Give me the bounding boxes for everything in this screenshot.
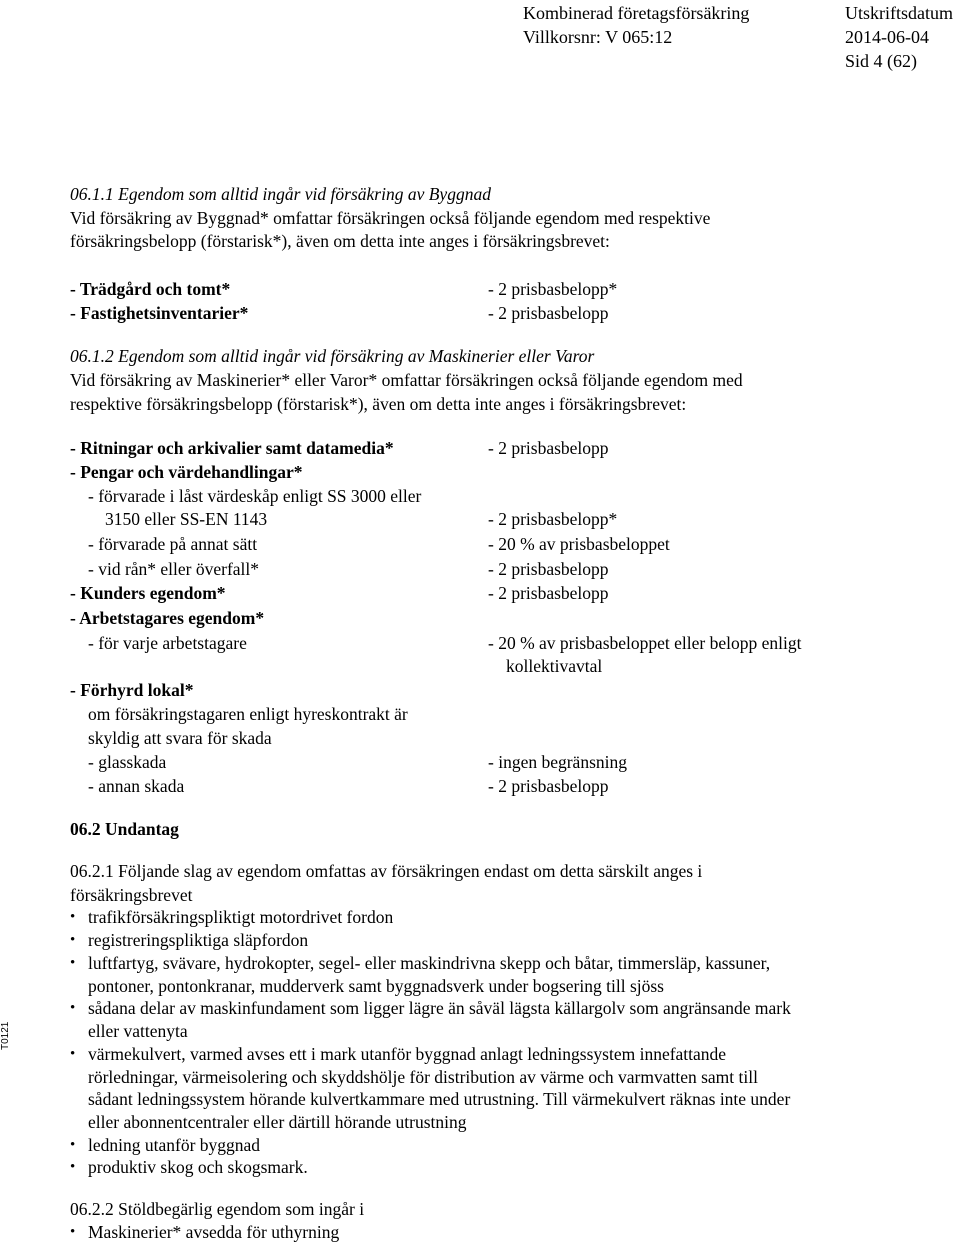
item-annat-satt-value: - 20 % av prisbasbeloppet — [488, 534, 670, 554]
section-0612-text-line: Vid försäkring av Maskinerier* eller Varor* omfattar försäkringen också följande egendom med — [70, 370, 743, 390]
item-arbetstagare-sub-value-cont: kollektivavtal — [506, 656, 603, 676]
item-annat-satt-label: - förvarade på annat sätt — [88, 534, 258, 554]
section-0621-intro-line: försäkringsbrevet — [70, 885, 193, 905]
item-arbetstagare-sub-value: - 20 % av prisbasbeloppet eller belopp enligt — [488, 633, 802, 653]
item-tradgard-value: - 2 prisbasbelopp* — [488, 279, 618, 299]
section-0621-intro-line: 06.2.1 Följande slag av egendom omfattas av försäkringen endast om detta särskilt anges i — [70, 861, 703, 881]
item-ritningar-value: - 2 prisbasbelopp — [488, 438, 609, 458]
item-forhyrd-text-line: om försäkringstagaren enligt hyreskontrakt är — [88, 704, 408, 724]
item-forhyrd-text-line: skyldig att svara för skada — [88, 728, 272, 748]
section-0612-text-line: respektive försäkringsbelopp (förstarisk*), även om detta inte anges i försäkringsbrevet: — [70, 394, 687, 414]
section-0611-text-line: Vid försäkring av Byggnad* omfattar försäkringen också följande egendom med respektive — [70, 208, 711, 228]
item-ran-value: - 2 prisbasbelopp — [488, 559, 609, 579]
header-print-date: 2014-06-04 — [845, 27, 929, 47]
item-kunders-label: - Kunders egendom* — [70, 583, 226, 603]
bullet-icon: • — [70, 1000, 76, 1016]
list-item: trafikförsäkringspliktigt motordrivet fordon — [88, 907, 394, 927]
list-item-cont: pontoner, pontonkranar, mudderverk samt byggnadsverk under bogsering till sjöss — [88, 976, 664, 996]
item-fastighetsinventarier-value: - 2 prisbasbelopp — [488, 303, 609, 323]
section-0611-text-line: försäkringsbelopp (förstarisk*), även om detta inte anges i försäkringsbrevet: — [70, 231, 610, 251]
list-item-cont: rörledningar, värmeisolering och skyddshölje för distribution av värme och varmvatten samt till — [88, 1067, 758, 1087]
bullet-icon: • — [70, 1046, 76, 1062]
list-item: produktiv skog och skogsmark. — [88, 1157, 308, 1177]
list-item: värmekulvert, varmed avses ett i mark utanför byggnad anlagt ledningssystem innefattande — [88, 1044, 727, 1064]
header-product: Kombinerad företagsförsäkring — [523, 3, 750, 23]
section-0611-heading: 06.1.1 Egendom som alltid ingår vid försäkring av Byggnad — [70, 184, 491, 204]
bullet-icon: • — [70, 1224, 76, 1240]
list-item: registreringspliktiga släpfordon — [88, 930, 309, 950]
bullet-icon: • — [70, 1137, 76, 1153]
item-forhyrd-label: - Förhyrd lokal* — [70, 680, 194, 700]
item-annan-skada-value: - 2 prisbasbelopp — [488, 776, 609, 796]
section-0612-heading: 06.1.2 Egendom som alltid ingår vid försäkring av Maskinerier eller Varor — [70, 346, 595, 366]
item-ran-label: - vid rån* eller överfall* — [88, 559, 260, 579]
header-terms: Villkorsnr: V 065:12 — [523, 27, 673, 47]
item-glasskada-label: - glasskada — [88, 752, 167, 772]
list-item-cont: sådant ledningssystem hörande kulvertkammare med utrustning. Till värmekulvert räknas inte under — [88, 1089, 791, 1109]
item-arbetstagare-sub-label: - för varje arbetstagare — [88, 633, 247, 653]
item-tradgard-label: - Trädgård och tomt* — [70, 279, 231, 299]
item-kunders-value: - 2 prisbasbelopp — [488, 583, 609, 603]
section-0622-intro: 06.2.2 Stöldbegärlig egendom som ingår i — [70, 1199, 365, 1219]
item-ritningar-label: - Ritningar och arkivalier samt datamedia* — [70, 438, 394, 458]
bullet-icon: • — [70, 1159, 76, 1175]
item-pengar-sub-value: - 2 prisbasbelopp* — [488, 509, 618, 529]
list-item-cont: eller vattenyta — [88, 1021, 188, 1041]
bullet-icon: • — [70, 955, 76, 971]
item-annan-skada-label: - annan skada — [88, 776, 185, 796]
bullet-icon: • — [70, 909, 76, 925]
list-item: ledning utanför byggnad — [88, 1135, 261, 1155]
item-pengar-sub-line: 3150 eller SS-EN 1143 — [105, 509, 268, 529]
list-item-cont: eller abonnentcentraler eller därtill hörande utrustning — [88, 1112, 467, 1132]
list-item: sådana delar av maskinfundament som ligger lägre än såväl lägsta källargolv som angränsande mark — [88, 998, 791, 1018]
header-print-label: Utskriftsdatum — [845, 3, 953, 23]
item-arbetstagare-label: - Arbetstagares egendom* — [70, 608, 265, 628]
side-code: T0121 — [0, 1021, 11, 1050]
item-fastighetsinventarier-label: - Fastighetsinventarier* — [70, 303, 249, 323]
item-pengar-label: - Pengar och värdehandlingar* — [70, 462, 303, 482]
bullet-icon: • — [70, 932, 76, 948]
header-page-number: Sid 4 (62) — [845, 51, 917, 71]
item-glasskada-value: - ingen begränsning — [488, 752, 627, 772]
section-062-heading: 06.2 Undantag — [70, 819, 179, 839]
item-pengar-sub-line: - förvarade i låst värdeskåp enligt SS 3000 eller — [88, 486, 422, 506]
list-item: luftfartyg, svävare, hydrokopter, segel- eller maskindrivna skepp och båtar, timmersläp, kassuner, — [88, 953, 771, 973]
list-item: Maskinerier* avsedda för uthyrning — [88, 1222, 340, 1242]
